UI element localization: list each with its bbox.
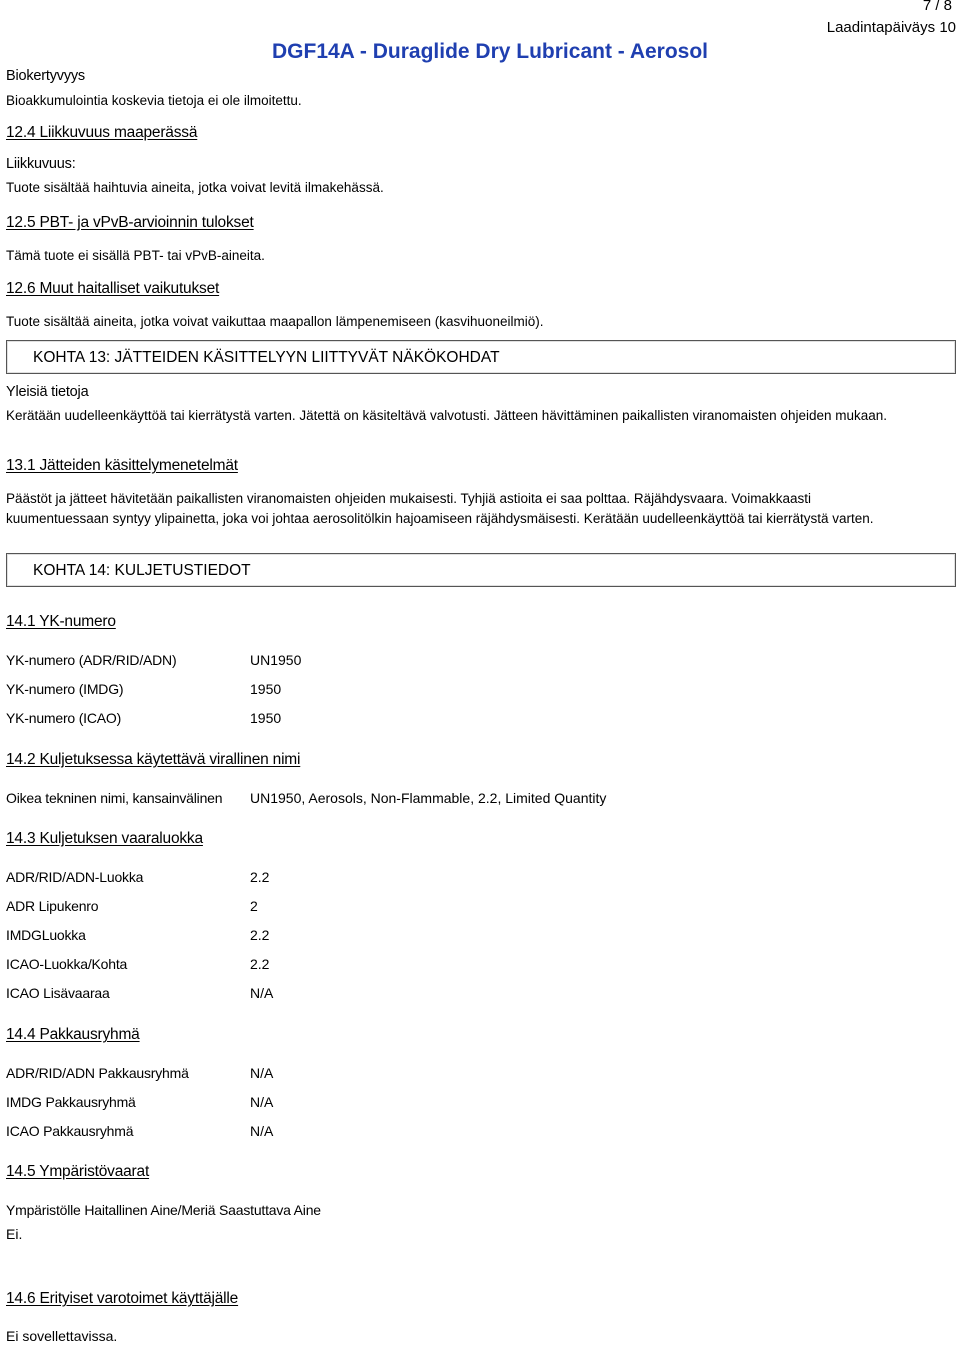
imdg-class-label: IMDGLuokka <box>6 927 86 943</box>
environmental-hazard-value: Ei. <box>6 1226 23 1242</box>
other-effects-text: Tuote sisältää aineita, jotka voivat vaikuttaa maapallon lämpenemiseen (kasvihuoneilmiö). <box>6 314 544 329</box>
bioaccumulation-text: Bioakkumulointia koskevia tietoja ei ole ilmoitettu. <box>6 93 302 108</box>
subsection-14-1-title: 14.1 YK-numero <box>6 613 116 630</box>
section-13-header <box>6 340 956 374</box>
section-14-header <box>6 553 956 587</box>
subsection-14-3-title: 14.3 Kuljetuksen vaaraluokka <box>6 830 203 847</box>
icao-class-value: 2.2 <box>250 956 270 972</box>
environmental-hazard-label: Ympäristölle Haitallinen Aine/Meriä Saastuttava Aine <box>6 1202 321 1218</box>
section-14-heading: KOHTA 14: KULJETUSTIEDOT <box>33 562 251 579</box>
general-info-label: Yleisiä tietoja <box>6 384 89 400</box>
subsection-12-6-title: 12.6 Muut haitalliset vaikutukset <box>6 280 220 297</box>
un-number-imdg-value: 1950 <box>250 681 282 697</box>
general-info-text: Kerätään uudelleenkäyttöä tai kierrätystä varten. Jätettä on käsiteltävä valvotusti. Jätteen hävittäminen paikallisten viranomaisten ohjeiden mukaan. <box>6 408 888 423</box>
subsection-12-4-title: 12.4 Liikkuvuus maaperässä <box>6 124 198 141</box>
un-number-imdg-label: YK-numero (IMDG) <box>6 681 124 697</box>
page-number: 7 / 8 <box>922 0 952 14</box>
product-title: DGF14A - Duraglide Dry Lubricant - Aerosol <box>272 40 709 63</box>
revision-date: Laadintapäiväys 10 <box>826 19 956 36</box>
subsection-14-4-title: 14.4 Pakkausryhmä <box>6 1026 140 1043</box>
adr-label-no-label: ADR Lipukenro <box>6 898 99 914</box>
adr-label-no-value: 2 <box>250 898 258 914</box>
mobility-text: Tuote sisältää haihtuvia aineita, jotka voivat levitä ilmakehässä. <box>6 180 384 195</box>
subsection-14-5-title: 14.5 Ympäristövaarat <box>6 1163 150 1180</box>
shipping-name-label: Oikea tekninen nimi, kansainvälinen <box>6 790 223 806</box>
subsection-14-2-title: 14.2 Kuljetuksessa käytettävä virallinen nimi <box>6 751 301 768</box>
un-number-icao-value: 1950 <box>250 710 282 726</box>
icao-packing-group-label: ICAO Pakkausryhmä <box>6 1123 134 1139</box>
imdg-packing-group-value: N/A <box>250 1094 274 1110</box>
un-number-adr-label: YK-numero (ADR/RID/ADN) <box>6 652 177 668</box>
icao-subsidiary-value: N/A <box>250 985 274 1001</box>
waste-methods-text: Päästöt ja jätteet hävitetään paikallisten viranomaisten ohjeiden mukaisesti. Tyhjiä astioita ei saa polttaa. Räjähdysvaara. Voimakkaasti kuumentuessaan syntyy ylipainetta, joka voi johtaa aerosolitölkin hajoamiseen räjähdysmäisesti. Kerätään uudelleenkäyttöä tai kierrätystä varten. <box>6 491 874 526</box>
subsection-12-5-title: 12.5 PBT- ja vPvB-arvioinnin tulokset <box>6 214 254 231</box>
adr-class-value: 2.2 <box>250 869 270 885</box>
imdg-packing-group-label: IMDG Pakkausryhmä <box>6 1094 136 1110</box>
un-number-adr-value: UN1950 <box>250 652 302 668</box>
adr-packing-group-value: N/A <box>250 1065 274 1081</box>
bioaccumulation-label: Biokertyvyys <box>6 68 85 84</box>
adr-packing-group-label: ADR/RID/ADN Pakkausryhmä <box>6 1065 189 1081</box>
shipping-name-value: UN1950, Aerosols, Non-Flammable, 2.2, Limited Quantity <box>250 790 607 806</box>
un-number-icao-label: YK-numero (ICAO) <box>6 710 122 726</box>
pbt-text: Tämä tuote ei sisällä PBT- tai vPvB-aineita. <box>6 248 265 263</box>
subsection-13-1-title: 13.1 Jätteiden käsittelymenetelmät <box>6 457 238 474</box>
imdg-class-value: 2.2 <box>250 927 270 943</box>
mobility-label: Liikkuvuus: <box>6 156 76 172</box>
icao-subsidiary-label: ICAO Lisävaaraa <box>6 985 110 1001</box>
subsection-14-6-title: 14.6 Erityiset varotoimet käyttäjälle <box>6 1290 239 1307</box>
section-13-heading: KOHTA 13: JÄTTEIDEN KÄSITTELYYN LIITTYVÄT NÄKÖKOHDAT <box>33 349 500 366</box>
icao-class-label: ICAO-Luokka/Kohta <box>6 956 128 972</box>
adr-class-label: ADR/RID/ADN-Luokka <box>6 869 144 885</box>
icao-packing-group-value: N/A <box>250 1123 274 1139</box>
special-precautions-text: Ei sovellettavissa. <box>6 1328 118 1344</box>
